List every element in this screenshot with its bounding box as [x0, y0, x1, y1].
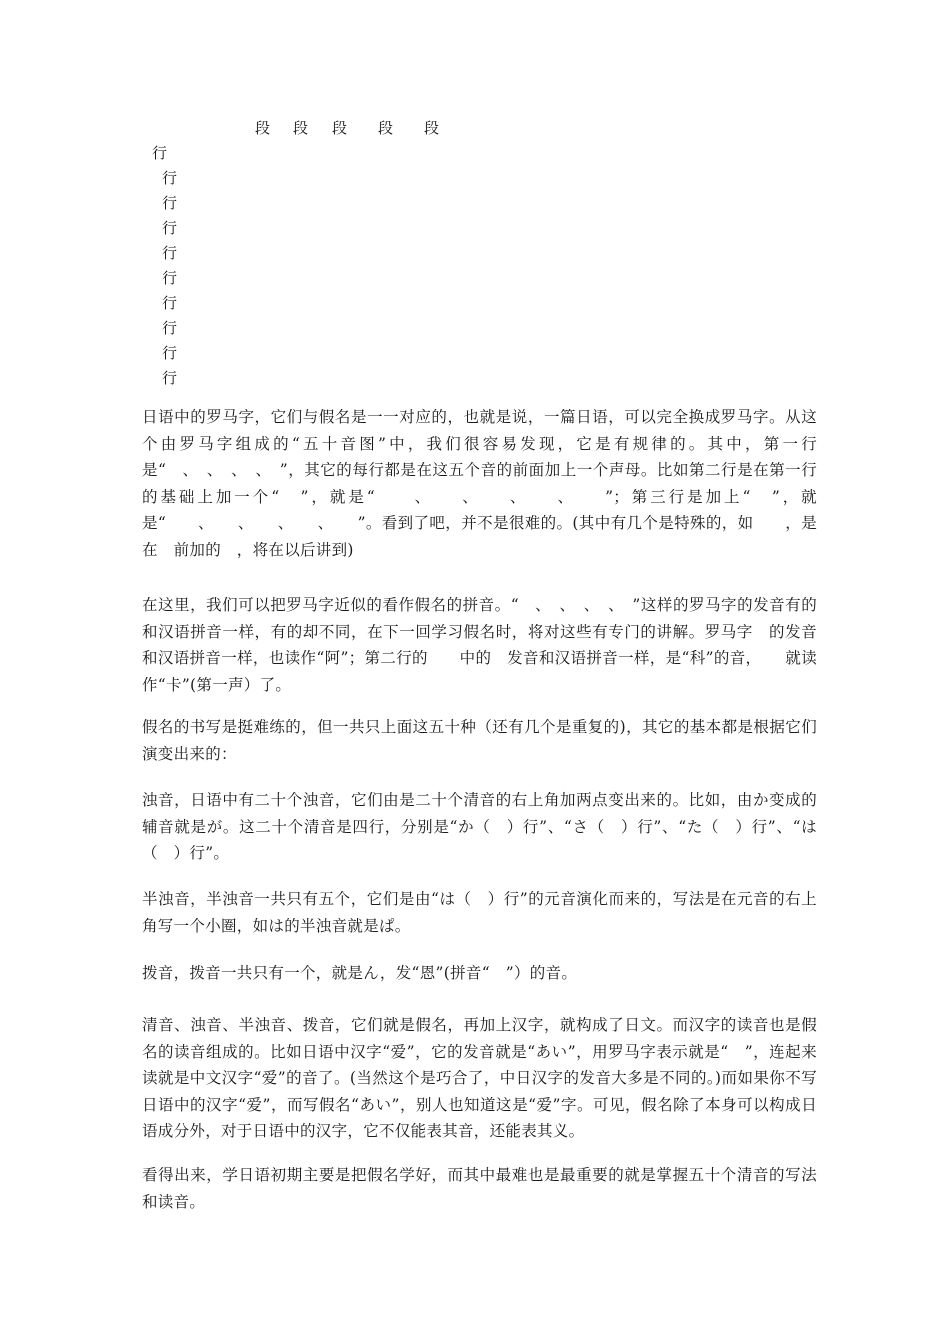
paragraph-hatsuon: 拨音，拨音一共只有一个，就是ん，发“恩”(拼音“ ”）的音。 [142, 964, 578, 982]
hang-label: 行 [162, 319, 178, 337]
paragraph-handakuon: 半浊音，半浊音一共只有五个，它们是由“は（ ）行”的元音演化而来的，写法是在元音的右上角写一个小圈，如は的半浊音就是ぱ。 [142, 890, 817, 935]
paragraph-romaji-pinyin: 在这里，我们可以把罗马字近似的看作假名的拼音。“ 、 、 、 、 ”这样的罗马字的发音有的和汉语拼音一样，有的却不同，在下一回学习假名时，将对这些有专门的讲解。罗马字 的发音和汉语拼音一样，也读作“阿”；第二行的 中的 发音和汉语拼音一样，是“科”的音， 就读作“卡”(第一声）了。 [142, 596, 817, 694]
paragraph-kana-and-kanji: 清音、浊音、半浊音、拨音，它们就是假名，再加上汉字，就构成了日文。而汉字的读音也是假名的读音组成的。比如日语中汉字“爱”，它的发音就是“あい”，用罗马字表示就是“ ”，连起来读就是中文汉字“爱”的音了。(当然这个是巧合了，中日汉字的发音大多是不同的。)而如果你不写日语中的汉字“爱”，而写假名“あい”，别人也知道这是“爱”字。可见，假名除了本身可以构成日语成分外，对于日语中的汉字，它不仅能表其音，还能表其义。 [142, 1016, 817, 1140]
paragraph-conclusion: 看得出来，学日语初期主要是把假名学好，而其中最难也是最重要的就是掌握五十个清音的写法和读音。 [142, 1166, 817, 1211]
hang-label: 行 [162, 244, 178, 262]
paragraph-kana-writing: 假名的书写是挺难练的，但一共只上面这五十种（还有几个是重复的)，其它的基本都是根据它们演变出来的： [142, 718, 817, 763]
duan-header: 段 [332, 119, 348, 137]
duan-header: 段 [424, 119, 440, 137]
hang-label: 行 [162, 219, 178, 237]
hang-label: 行 [152, 144, 168, 162]
hang-label: 行 [162, 169, 178, 187]
hang-label: 行 [162, 194, 178, 212]
paragraph-romaji-intro: 日语中的罗马字，它们与假名是一一对应的，也就是说，一篇日语，可以完全换成罗马字。从这个由罗马字组成的“五十音图”中，我们很容易发现，它是有规律的。其中，第一行是“ 、 、 、 、 ”，其它的每行都是在这五个音的前面加上一个声母。比如第二行是在第一行的基础上加一个“ ”，就是“ 、 、 、 、 ”；第三行是加上“ ”，就是“ 、 、 、 、 ”。看到了吧，并不是很难的。(其中有几个是特殊的，如 ，是在 前加的 ，将在以后讲到) [142, 408, 817, 559]
duan-header: 段 [293, 119, 309, 137]
duan-header-row [0, 117, 950, 139]
hang-label: 行 [162, 269, 178, 287]
hang-label: 行 [162, 294, 178, 312]
hang-label: 行 [162, 344, 178, 362]
duan-header: 段 [255, 119, 271, 137]
duan-header: 段 [378, 119, 394, 137]
hang-label: 行 [162, 369, 178, 387]
paragraph-dakuon: 浊音，日语中有二十个浊音，它们由是二十个清音的右上角加两点变出来的。比如，由か变成的辅音就是が。这二十个清音是四行，分别是“か（ ）行”、“さ（ ）行”、“た（ ）行”、“は（ ）行”。 [142, 791, 817, 862]
